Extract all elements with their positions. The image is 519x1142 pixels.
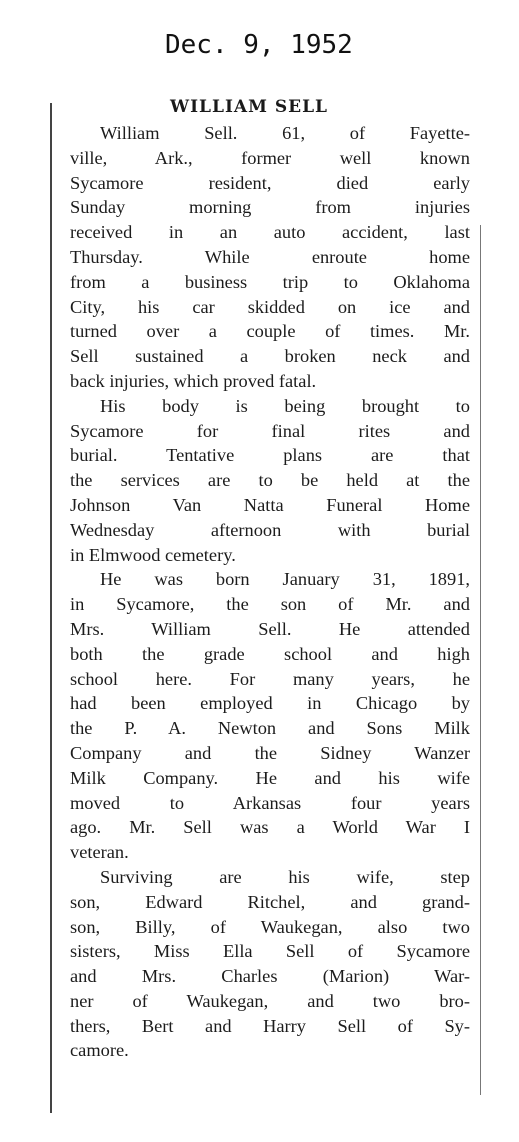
obituary-heading: WILLIAM SELL (170, 97, 328, 117)
text-line: Company and the Sidney Wanzer (70, 742, 470, 763)
text-line: Sycamore resident, died early (70, 172, 470, 193)
text-line: had been employed in Chicago by (70, 693, 470, 714)
clipping-date: Dec. 9, 1952 (165, 30, 353, 60)
text-line: veteran. (70, 842, 129, 863)
text-line: Surviving are his wife, step (100, 866, 470, 887)
text-line: from a business trip to Oklahoma (70, 271, 470, 292)
text-line: He was born January 31, 1891, (100, 569, 470, 590)
newspaper-clipping (50, 95, 475, 1115)
text-line: turned over a couple of times. Mr. (70, 321, 470, 342)
column-rule-left (50, 103, 52, 1113)
text-line: burial. Tentative plans are that (70, 445, 470, 466)
text-line: Johnson Van Natta Funeral Home (70, 494, 470, 515)
text-line: and Mrs. Charles (Marion) War- (70, 966, 470, 987)
text-line: thers, Bert and Harry Sell of Sy- (70, 1015, 470, 1036)
text-line: sisters, Miss Ella Sell of Sycamore (70, 941, 470, 962)
text-line: Sell sustained a broken neck and (70, 346, 470, 367)
text-line: Thursday. While enroute home (70, 246, 470, 267)
text-line: Milk Company. He and his wife (70, 767, 470, 788)
text-line: ner of Waukegan, and two bro- (70, 990, 470, 1011)
text-line: moved to Arkansas four years (70, 792, 470, 813)
obituary-paragraph (70, 567, 470, 865)
text-line: son, Billy, of Waukegan, also two (70, 916, 470, 937)
text-line: camore. (70, 1040, 129, 1061)
text-line: City, his car skidded on ice and (70, 296, 470, 317)
obituary-body (70, 121, 470, 1063)
text-line: in Elmwood cemetery. (70, 544, 236, 565)
text-line: received in an auto accident, last (70, 222, 470, 243)
text-line: His body is being brought to (100, 395, 470, 416)
text-line: in Sycamore, the son of Mr. and (70, 594, 470, 615)
obituary-paragraph (70, 121, 470, 394)
obituary-paragraph (70, 865, 470, 1063)
text-line: ago. Mr. Sell was a World War I (70, 817, 470, 838)
text-line: ville, Ark., former well known (70, 147, 470, 168)
text-line: Sycamore for final rites and (70, 420, 470, 441)
text-line: Sunday morning from injuries (70, 197, 470, 218)
text-line: both the grade school and high (70, 643, 470, 664)
text-line: back injuries, which proved fatal. (70, 370, 317, 391)
column-rule-right (480, 225, 481, 1095)
text-line: the services are to be held at the (70, 470, 470, 491)
text-line: school here. For many years, he (70, 668, 470, 689)
text-line: Wednesday afternoon with burial (70, 519, 470, 540)
text-line: the P. A. Newton and Sons Milk (70, 718, 470, 739)
text-line: William Sell. 61, of Fayette- (100, 123, 470, 143)
obituary-paragraph (70, 394, 470, 568)
text-line: Mrs. William Sell. He attended (70, 618, 470, 639)
text-line: son, Edward Ritchel, and grand- (70, 891, 470, 912)
